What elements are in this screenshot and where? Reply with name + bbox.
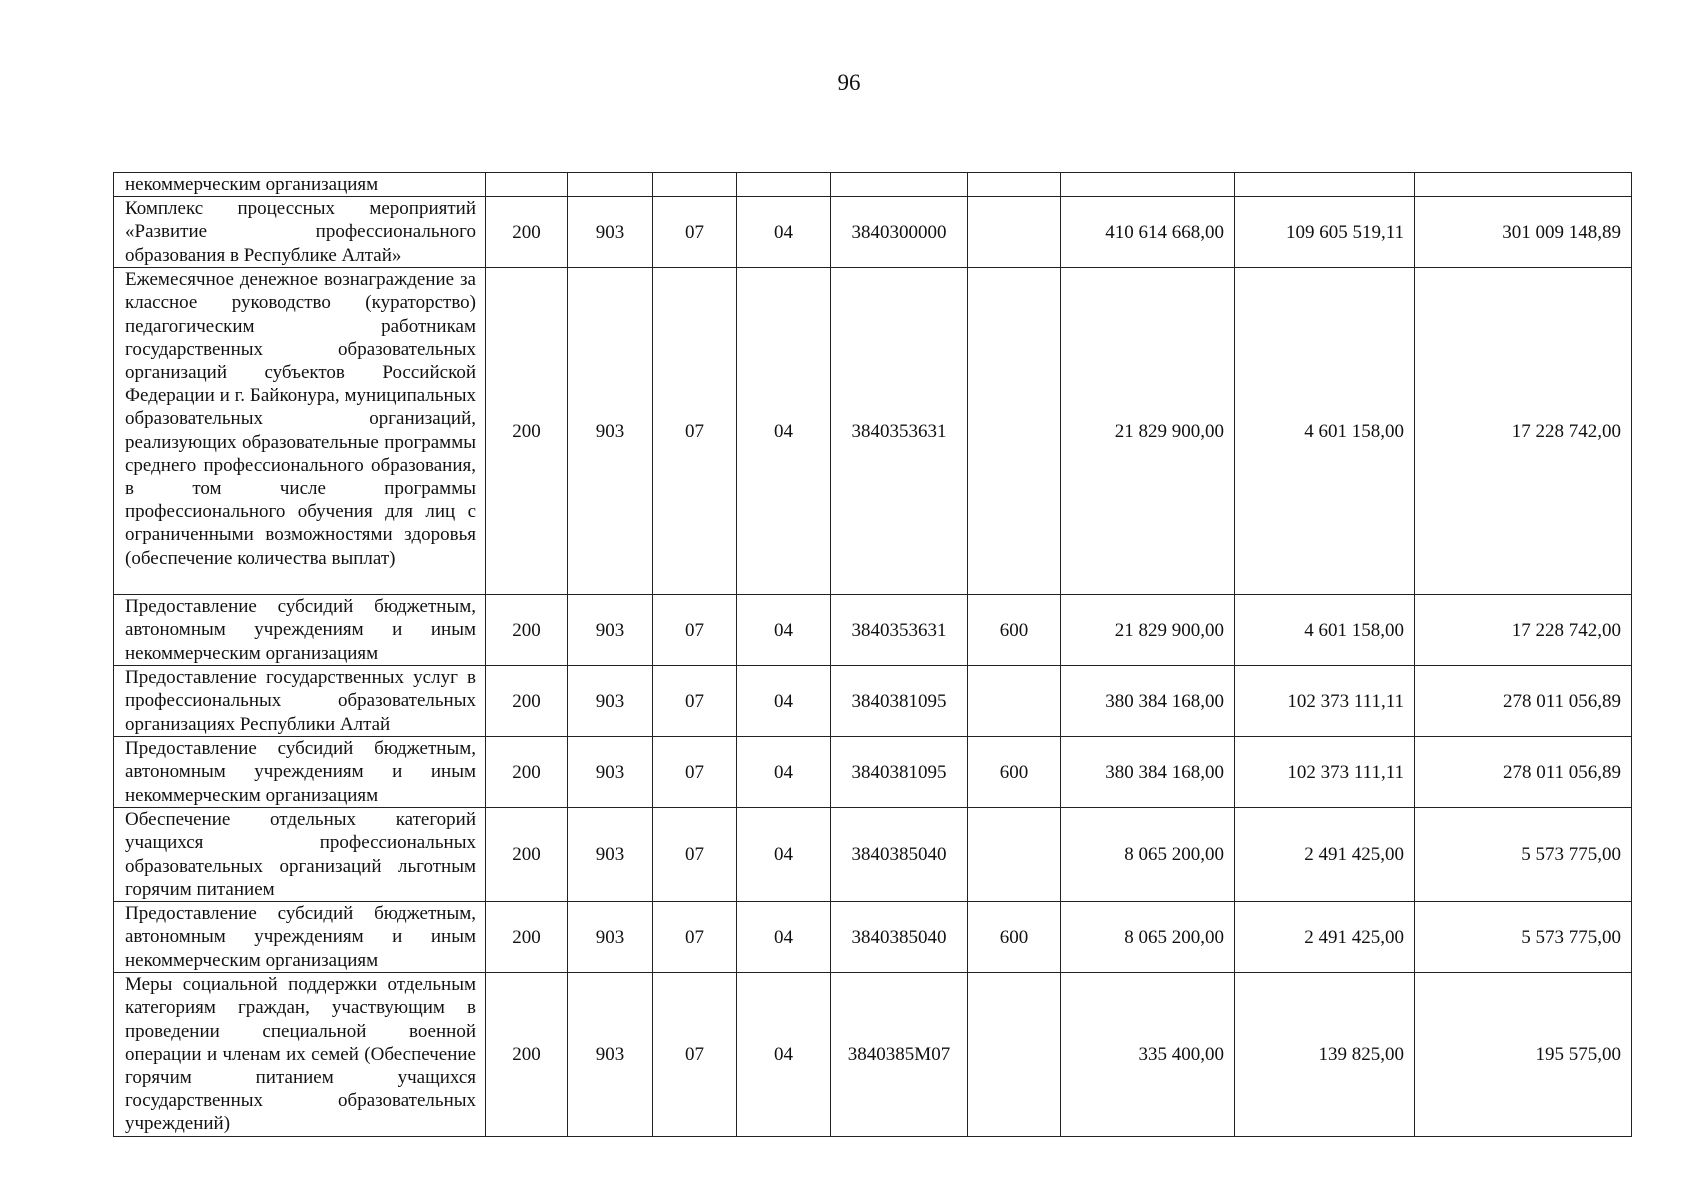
amount-cell-1: 8 065 200,00 bbox=[1061, 808, 1235, 902]
description-cell: Ежемесячное денежное вознаграждение за классное руководство (кураторство) педагогическим работникам государственных образовательных организаций субъектов Российской Федерации и г. Байконура, муниципальных образовательных организаций, реализующих образовательные программы среднего профессионального образования, в том числе программы профессионального обучения для лиц с ограниченными возможностями здоровья (обеспечение количества выплат) bbox=[114, 268, 486, 595]
code-cell-3: 07 bbox=[653, 666, 737, 737]
amount-cell-3: 5 573 775,00 bbox=[1415, 902, 1632, 973]
code-cell-2: 903 bbox=[568, 737, 653, 808]
code-cell-3: 07 bbox=[653, 902, 737, 973]
description-cell: Меры социальной поддержки отдельным категориям граждан, участвующим в проведении специальной военной операции и членам их семей (Обеспечение горячим питанием учащихся государственных образовательных учреждений) bbox=[114, 973, 486, 1136]
amount-cell-1: 8 065 200,00 bbox=[1061, 902, 1235, 973]
amount-cell-3: 17 228 742,00 bbox=[1415, 595, 1632, 666]
code-cell-3: 07 bbox=[653, 737, 737, 808]
table-row bbox=[114, 268, 1632, 595]
description-cell: Предоставление субсидий бюджетным, автономным учреждениям и иным некоммерческим организациям bbox=[114, 737, 486, 808]
budget-table bbox=[113, 172, 1632, 1137]
code-cell-1: 200 bbox=[486, 902, 568, 973]
table-row bbox=[114, 595, 1632, 666]
code-cell-6: 600 bbox=[968, 737, 1061, 808]
page-number: 96 bbox=[837, 70, 861, 95]
amount-cell-3: 17 228 742,00 bbox=[1415, 268, 1632, 595]
code-cell-1: 200 bbox=[486, 973, 568, 1136]
code-cell-6 bbox=[968, 197, 1061, 268]
code-cell-1: 200 bbox=[486, 666, 568, 737]
amount-cell-1: 380 384 168,00 bbox=[1061, 666, 1235, 737]
table-row bbox=[114, 902, 1632, 973]
description-cell: Комплекс процессных мероприятий «Развитие профессионального образования в Республике Алтай» bbox=[114, 197, 486, 268]
code-cell-3: 07 bbox=[653, 197, 737, 268]
amount-cell-2: 2 491 425,00 bbox=[1235, 808, 1415, 902]
code-cell-1: 200 bbox=[486, 268, 568, 595]
code-cell-2: 903 bbox=[568, 197, 653, 268]
code-cell-1 bbox=[486, 173, 568, 197]
code-cell-4 bbox=[737, 173, 831, 197]
amount-cell-2: 109 605 519,11 bbox=[1235, 197, 1415, 268]
code-cell-2: 903 bbox=[568, 595, 653, 666]
amount-cell-1: 21 829 900,00 bbox=[1061, 595, 1235, 666]
amount-cell-1 bbox=[1061, 173, 1235, 197]
code-cell-2: 903 bbox=[568, 973, 653, 1136]
amount-cell-1: 335 400,00 bbox=[1061, 973, 1235, 1136]
code-cell-5: 3840385М07 bbox=[831, 973, 968, 1136]
code-cell-4: 04 bbox=[737, 808, 831, 902]
code-cell-4: 04 bbox=[737, 197, 831, 268]
code-cell-5: 3840353631 bbox=[831, 268, 968, 595]
amount-cell-3 bbox=[1415, 173, 1632, 197]
code-cell-2 bbox=[568, 173, 653, 197]
code-cell-3: 07 bbox=[653, 268, 737, 595]
code-cell-2: 903 bbox=[568, 268, 653, 595]
amount-cell-1: 21 829 900,00 bbox=[1061, 268, 1235, 595]
amount-cell-3: 278 011 056,89 bbox=[1415, 666, 1632, 737]
amount-cell-2: 102 373 111,11 bbox=[1235, 666, 1415, 737]
amount-cell-2: 102 373 111,11 bbox=[1235, 737, 1415, 808]
amount-cell-3: 195 575,00 bbox=[1415, 973, 1632, 1136]
amount-cell-2 bbox=[1235, 173, 1415, 197]
code-cell-5 bbox=[831, 173, 968, 197]
amount-cell-3: 301 009 148,89 bbox=[1415, 197, 1632, 268]
amount-cell-2: 139 825,00 bbox=[1235, 973, 1415, 1136]
description-cell: некоммерческим организациям bbox=[114, 173, 486, 197]
amount-cell-2: 4 601 158,00 bbox=[1235, 595, 1415, 666]
code-cell-5: 3840385040 bbox=[831, 902, 968, 973]
description-cell: Предоставление субсидий бюджетным, автономным учреждениям и иным некоммерческим организациям bbox=[114, 595, 486, 666]
amount-cell-1: 410 614 668,00 bbox=[1061, 197, 1235, 268]
code-cell-6: 600 bbox=[968, 595, 1061, 666]
code-cell-4: 04 bbox=[737, 737, 831, 808]
table-row bbox=[114, 737, 1632, 808]
code-cell-6 bbox=[968, 973, 1061, 1136]
code-cell-2: 903 bbox=[568, 902, 653, 973]
code-cell-4: 04 bbox=[737, 973, 831, 1136]
code-cell-5: 3840381095 bbox=[831, 737, 968, 808]
code-cell-2: 903 bbox=[568, 808, 653, 902]
amount-cell-2: 2 491 425,00 bbox=[1235, 902, 1415, 973]
code-cell-5: 3840300000 bbox=[831, 197, 968, 268]
code-cell-2: 903 bbox=[568, 666, 653, 737]
code-cell-6: 600 bbox=[968, 902, 1061, 973]
code-cell-1: 200 bbox=[486, 197, 568, 268]
code-cell-4: 04 bbox=[737, 902, 831, 973]
description-cell: Обеспечение отдельных категорий учащихся профессиональных образовательных организаций льготным горячим питанием bbox=[114, 808, 486, 902]
code-cell-6 bbox=[968, 268, 1061, 595]
code-cell-1: 200 bbox=[486, 595, 568, 666]
code-cell-1: 200 bbox=[486, 808, 568, 902]
code-cell-6 bbox=[968, 808, 1061, 902]
code-cell-1: 200 bbox=[486, 737, 568, 808]
code-cell-5: 3840385040 bbox=[831, 808, 968, 902]
amount-cell-2: 4 601 158,00 bbox=[1235, 268, 1415, 595]
amount-cell-3: 5 573 775,00 bbox=[1415, 808, 1632, 902]
code-cell-6 bbox=[968, 173, 1061, 197]
budget-table-body bbox=[114, 173, 1632, 1137]
code-cell-5: 3840353631 bbox=[831, 595, 968, 666]
code-cell-6 bbox=[968, 666, 1061, 737]
description-cell: Предоставление субсидий бюджетным, автономным учреждениям и иным некоммерческим организациям bbox=[114, 902, 486, 973]
amount-cell-1: 380 384 168,00 bbox=[1061, 737, 1235, 808]
table-row bbox=[114, 808, 1632, 902]
table-row bbox=[114, 666, 1632, 737]
table-row bbox=[114, 197, 1632, 268]
code-cell-4: 04 bbox=[737, 268, 831, 595]
code-cell-4: 04 bbox=[737, 666, 831, 737]
code-cell-3: 07 bbox=[653, 973, 737, 1136]
amount-cell-3: 278 011 056,89 bbox=[1415, 737, 1632, 808]
description-cell: Предоставление государственных услуг в профессиональных образовательных организациях Республики Алтай bbox=[114, 666, 486, 737]
code-cell-3: 07 bbox=[653, 595, 737, 666]
table-row bbox=[114, 973, 1632, 1136]
code-cell-3: 07 bbox=[653, 808, 737, 902]
code-cell-5: 3840381095 bbox=[831, 666, 968, 737]
code-cell-3 bbox=[653, 173, 737, 197]
table-row bbox=[114, 173, 1632, 197]
code-cell-4: 04 bbox=[737, 595, 831, 666]
